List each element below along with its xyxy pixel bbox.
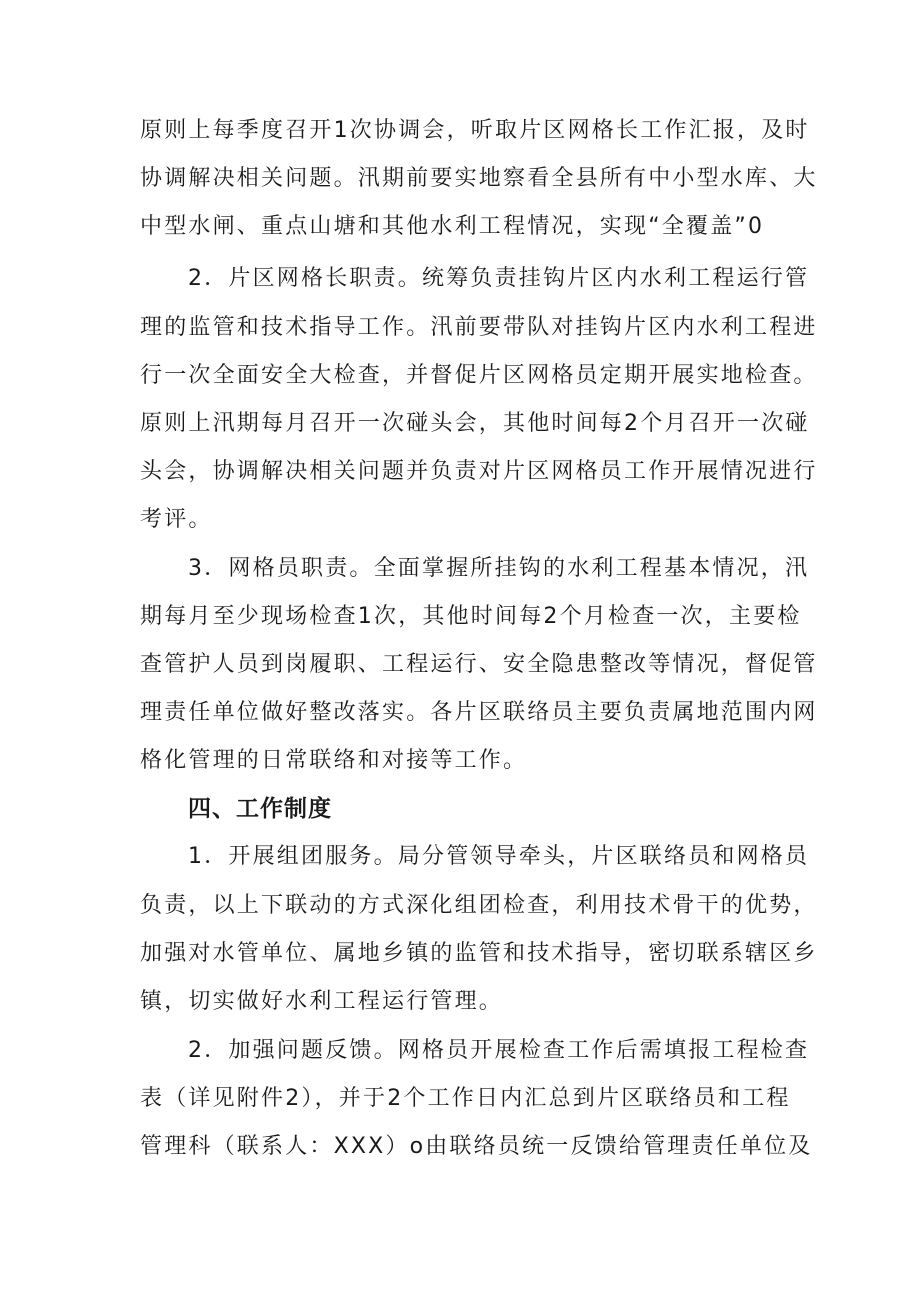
paragraph-line: 理的监管和技术指导工作。汛前要带队对挂钩片区内水利工程进 [140, 315, 818, 340]
paragraph-line: 2．片区网格长职责。统筹负责挂钩片区内水利工程运行管 [188, 266, 810, 291]
paragraph-line: 管理科（联系人：XXX）o由联络员统一反馈给管理责任单位及 [140, 1134, 813, 1159]
paragraph-line: 原则上每季度召开1次协调会，听取片区网格长工作汇报，及时 [140, 118, 810, 143]
paragraph-line: 镇，切实做好水利工程运行管理。 [140, 989, 504, 1014]
paragraph-line: 期每月至少现场检查1次，其他时间每2个月检查一次，主要检 [140, 604, 802, 629]
paragraph-line: 协调解决相关问题。汛期前要实地察看全县所有中小型水库、大 [140, 166, 818, 191]
paragraph-line: 格化管理的日常联络和对接等工作。 [140, 748, 528, 773]
paragraph-line: 理责任单位做好整改落实。各片区联络员主要负责属地范围内网 [140, 700, 818, 725]
paragraph-line: 中型水闸、重点山塘和其他水利工程情况，实现“全覆盖”0 [140, 214, 765, 239]
paragraph-line: 3．网格员职责。全面掌握所挂钩的水利工程基本情况，汛 [188, 556, 810, 581]
paragraph-line: 行一次全面安全大检查，并督促片区网格员定期开展实地检查。 [140, 363, 818, 388]
paragraph-line: 加强对水管单位、属地乡镇的监管和技术指导，密切联系辖区乡 [140, 941, 818, 966]
paragraph-line: 原则上汛期每月召开一次碰头会，其他时间每2个月召开一次碰 [140, 411, 810, 436]
paragraph-line: 1．开展组团服务。局分管领导牵头，片区联络员和网格员 [188, 844, 810, 869]
paragraph-line: 2．加强问题反馈。网格员开展检查工作后需填报工程检查 [188, 1038, 810, 1063]
paragraph-line: 表（详见附件2），并于2个工作日内汇总到片区联络员和工程 [140, 1086, 791, 1111]
section-heading: 四、工作制度 [188, 796, 332, 822]
paragraph-line: 查管护人员到岗履职、工程运行、安全隐患整改等情况，督促管 [140, 652, 818, 677]
paragraph-line: 负责，以上下联动的方式深化组团检查，利用技术骨干的优势， [140, 893, 818, 918]
paragraph-line: 头会，协调解决相关问题并负责对片区网格员工作开展情况进行 [140, 459, 818, 484]
paragraph-line: 考评。 [140, 507, 213, 532]
